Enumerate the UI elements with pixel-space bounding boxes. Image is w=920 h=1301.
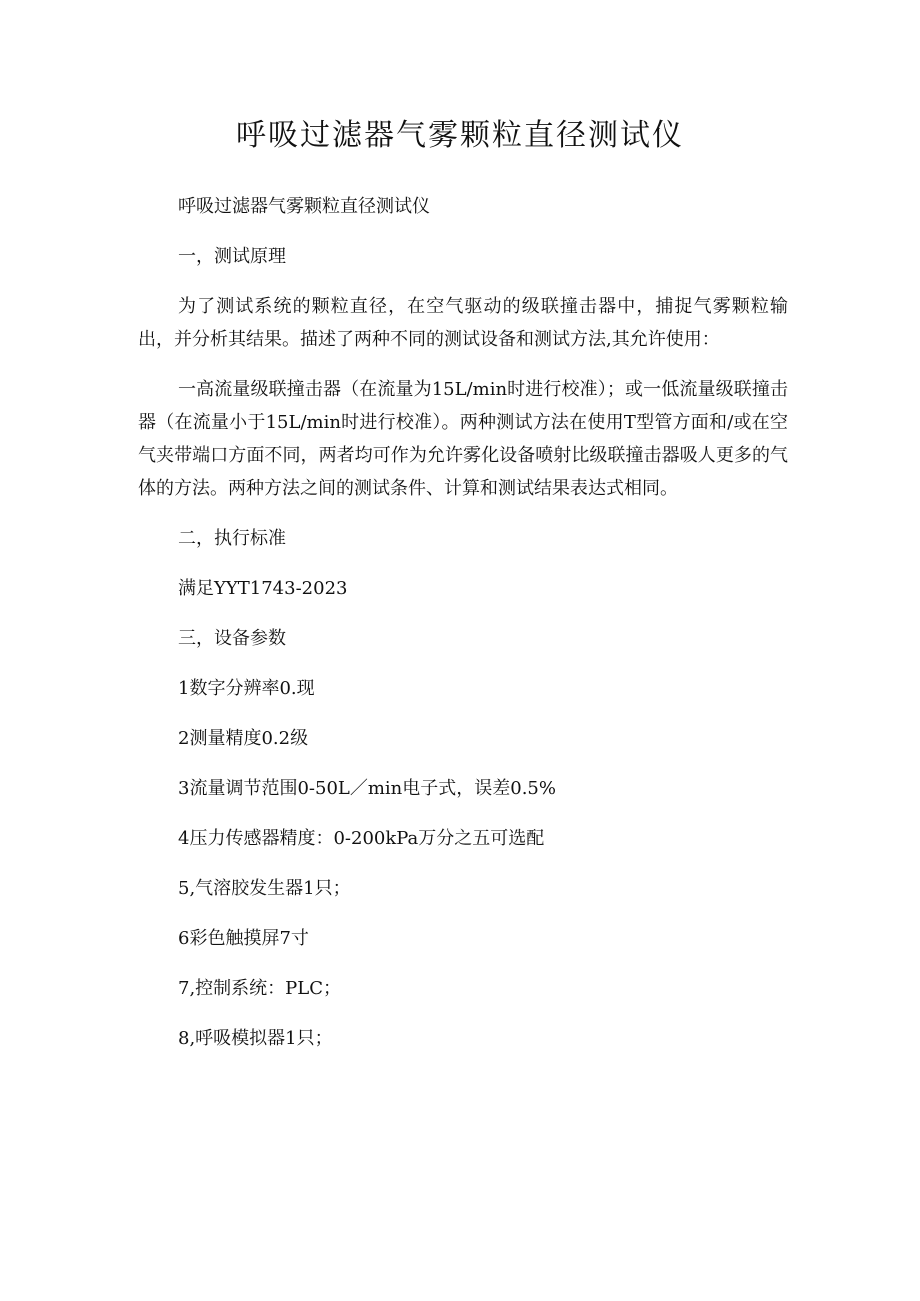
param-item: 6彩色触摸屏7寸 bbox=[178, 928, 309, 949]
param-item: 8,呼吸模拟器1只； bbox=[178, 1028, 333, 1049]
param-item: 5,气溶胶发生器1只； bbox=[178, 878, 351, 899]
section-heading-params: 三，设备参数 bbox=[178, 628, 286, 649]
document-body bbox=[138, 190, 788, 1055]
param-item: 2测量精度0.2级 bbox=[178, 728, 309, 749]
principle-paragraph-1: 为了测试系统的颗粒直径，在空气驱动的级联撞击器中，捕捉气雾颗粒输出，并分析其结果。描述了两种不同的测试设备和测试方法,其允许使用： bbox=[138, 296, 788, 350]
document-subtitle: 呼吸过滤器气雾颗粒直径测试仪 bbox=[178, 196, 430, 217]
param-item: 1数字分辨率0.现 bbox=[178, 678, 315, 699]
principle-paragraph-2: 一高流量级联撞击器（在流量为15L/min时进行校准）；或一低流量级联撞击器（在流量小于15L/min时进行校准）。两种测试方法在使用T型管方面和/或在空气夹带端口方面不同，两者均可作为允许雾化设备喷射比级联撞击器吸人更多的气体的方法。两种方法之间的测试条件、计算和测试结果表达式相同。 bbox=[138, 379, 788, 499]
param-item: 3流量调节范围0-50L／min电子式，误差0.5% bbox=[178, 778, 556, 799]
param-item: 4压力传感器精度：0-200kPa万分之五可选配 bbox=[178, 828, 545, 849]
section-heading-principle: 一，测试原理 bbox=[178, 246, 286, 267]
section-heading-standard: 二，执行标准 bbox=[178, 528, 286, 549]
param-item: 7,控制系统：PLC； bbox=[178, 978, 342, 999]
document-title: 呼吸过滤器气雾颗粒直径测试仪 bbox=[236, 118, 684, 153]
standard-text: 满足YYT1743-2023 bbox=[178, 578, 348, 599]
